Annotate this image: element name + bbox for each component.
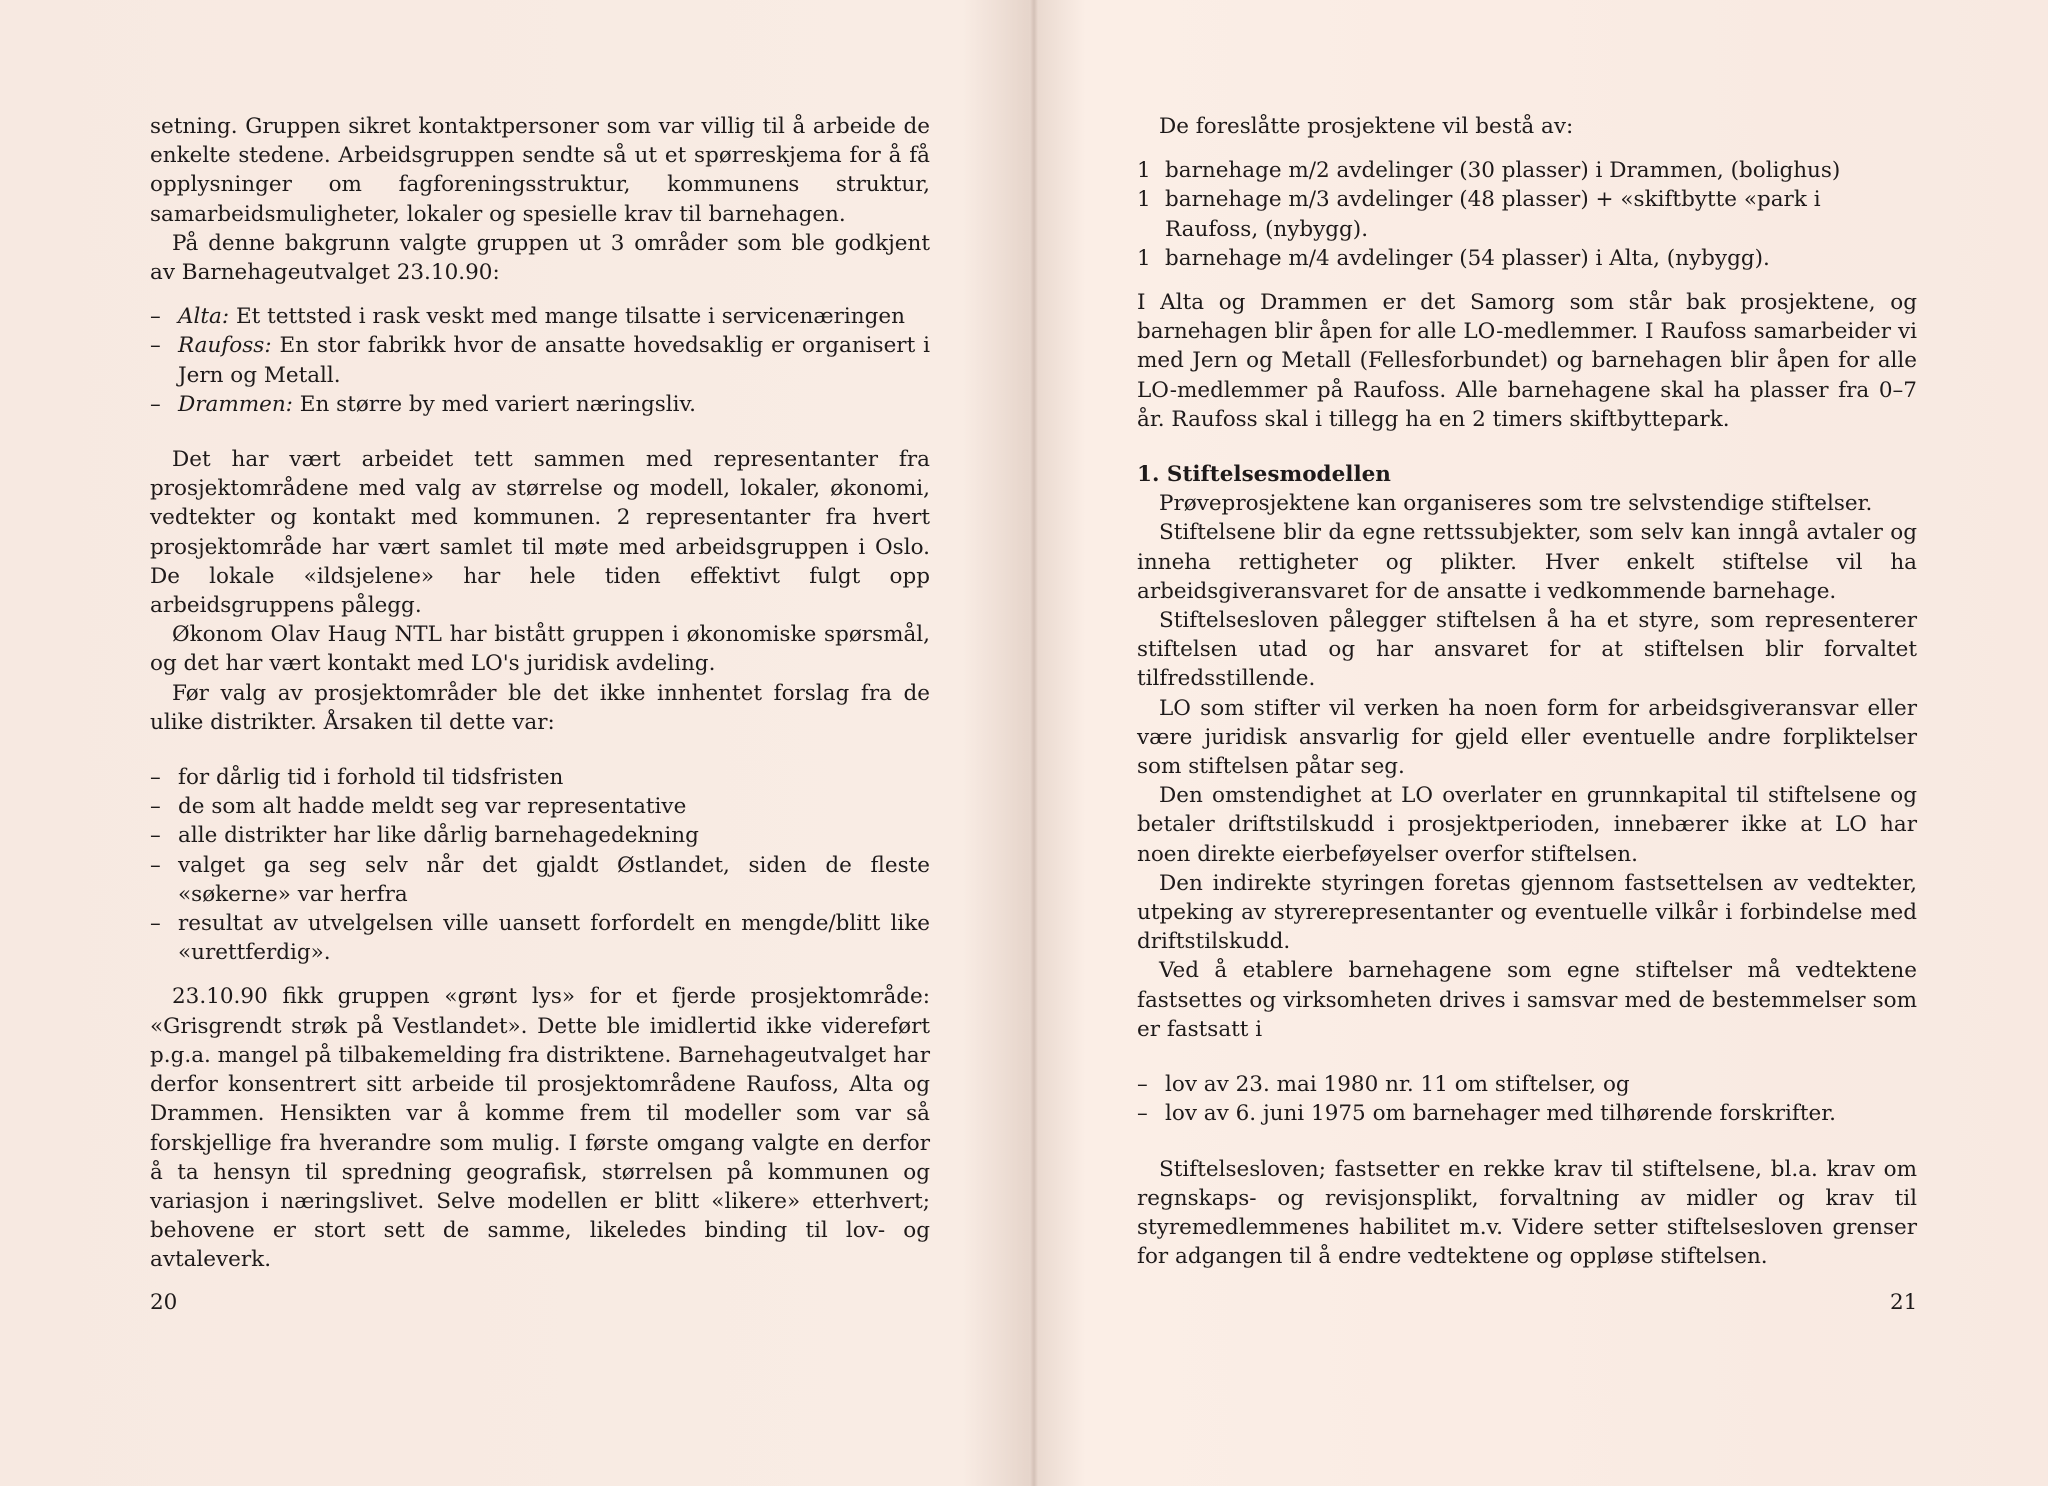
list-item: 1 barnehage m/4 avdelinger (54 plasser) i Alta, (nybygg). <box>1137 245 1770 271</box>
right-paragraph-3: Stiftelsesloven pålegger stiftelsen å ha et styre, som representerer stiftelsen utad og har ansvaret for at stiftelsen blir forvaltet tilfredsstillende. <box>1137 608 1917 692</box>
list-item: 1 barnehage m/3 avdelinger (48 plasser) + «skiftbytte «park i Raufoss, (nybygg). <box>1137 187 1821 242</box>
list-item: – de som alt hadde meldt seg var representative <box>150 792 930 821</box>
book-gutter <box>1030 0 1038 1486</box>
right-paragraph-5: Den omstendighet at LO overlater en grunnkapital til stiftelsene og betaler driftstilskudd i prosjektperioden, innebærer ikke at LO har noen direkte eierbeføyelser overfor stiftelsen. <box>1137 783 1917 867</box>
list-item: – Drammen: En større by med variert næringsliv. <box>150 390 930 419</box>
list-item: – Alta: Et tettsted i rask veskt med mange tilsatte i servicenæringen <box>150 302 930 331</box>
left-paragraph-1: setning. Gruppen sikret kontaktpersoner som var villig til å arbeide de enkelte stedene. Arbeidsgruppen sendte så ut et spørreskjema for å få opplysninger om fagforeningsstruktur, kommunens struktur, samarbeidsmuligheter, lokaler og spesielle krav til barnehagen. <box>150 114 930 227</box>
list-item: – lov av 6. juni 1975 om barnehager med tilhørende forskrifter. <box>1137 1099 1917 1128</box>
project-list <box>1137 156 1917 273</box>
left-paragraph-4: Økonom Olav Haug NTL har bistått gruppen i økonomiske spørsmål, og det har vært kontakt med LO's juridisk avdeling. <box>150 622 930 677</box>
right-intro: De foreslåtte prosjektene vil bestå av: <box>1159 114 1574 139</box>
left-paragraph-5: Før valg av prosjektområder ble det ikke innhentet forslag fra de ulike distrikter. Årsaken til dette var: <box>150 680 930 735</box>
right-paragraph-7: Ved å etablere barnehagene som egne stiftelser må vedtektene fastsettes og virksomheten drives i samsvar med de bestemmelser som er fastsatt i <box>1137 958 1917 1042</box>
section-heading: 1. Stiftelsesmodellen <box>1137 462 1391 488</box>
left-paragraph-2: På denne bakgrunn valgte gruppen ut 3 områder som ble godkjent av Barnehageutvalget 23.10.90: <box>150 230 930 286</box>
list-item: 1 barnehage m/2 avdelinger (30 plasser) i Drammen, (bolighus) <box>1137 158 1841 184</box>
left-paragraph-3: Det har vært arbeidet tett sammen med representanter fra prosjektområdene med valg av størrelse og modell, lokaler, økonomi, vedtekter og kontakt med kommunen. 2 representanter fra hvert prosjektområde har vært samlet til møte med arbeidsgruppen i Oslo. De lokale «ildsjelene» har hele tiden effektivt fulgt opp arbeidsgruppens pålegg. <box>150 447 930 619</box>
list-item: – for dårlig tid i forhold til tidsfristen <box>150 763 930 792</box>
list-item: – resultat av utvelgelsen ville uansett forfordelt en mengde/blitt like «urettferdig». <box>150 909 930 967</box>
list-item: – valget ga seg selv når det gjaldt Østlandet, siden de fleste «søkerne» var herfra <box>150 851 930 909</box>
page-number-left: 20 <box>150 1290 178 1315</box>
right-paragraph-2: Stiftelsene blir da egne rettssubjekter, som selv kan inngå avtaler og inneha rettigheter og plikter. Hver enkelt stiftelse vil ha arbeidsgiveransvaret for de ansatte i vedkommende barnehage. <box>1137 520 1917 604</box>
list-item: – Raufoss: En stor fabrikk hvor de ansatte hovedsaklig er organisert i Jern og Metall. <box>150 331 930 389</box>
page-number-right: 21 <box>1890 1290 1918 1315</box>
left-paragraph-6: 23.10.90 fikk gruppen «grønt lys» for et fjerde prosjektområde: «Grisgrendt strøk på Vestlandet». Dette ble imidlertid ikke videreført p.g.a. mangel på tilbakemelding fra distriktene. Barnehageutvalget har derfor konsentrert sitt arbeide til prosjektområdene Raufoss, Alta og Drammen. Hensikten var å komme frem til modeller som var så forskjellige fra hverandre som mulig. I første omgang valgte en derfor å ta hensyn til spredning geografisk, størrelsen på kommunen og variasjon i næringslivet. Selve modellen er blitt «likere» etterhvert; behovene er stort sett de samme, likeledes binding til lov- og avtaleverk. <box>150 984 930 1273</box>
list-item: – lov av 23. mai 1980 nr. 11 om stiftelser, og <box>1137 1070 1917 1099</box>
right-paragraph-8: Stiftelsesloven; fastsetter en rekke krav til stiftelsene, bl.a. krav om regnskaps- og revisjonsplikt, forvaltning av midler og krav til styremedlemmenes habilitet m.v. Videre setter stiftelsesloven grenser for adgangen til å endre vedtektene og oppløse stiftelsen. <box>1137 1156 1917 1270</box>
right-paragraph-6: Den indirekte styringen foretas gjennom fastsettelsen av vedtekter, utpeking av styrerepresentanter og eventuelle vilkår i forbindelse med driftstilskudd. <box>1137 870 1917 955</box>
list-item: – alle distrikter har like dårlig barnehagedekning <box>150 821 930 850</box>
left-page <box>150 112 930 1275</box>
right-paragraph-samorg: I Alta og Drammen er det Samorg som står bak prosjektene, og barnehagen blir åpen for alle LO-medlemmer. I Raufoss samarbeider vi med Jern og Metall (Fellesforbundet) og barnehagen blir åpen for alle LO-medlemmer på Raufoss. Alle barnehagene skal ha plasser fra 0–7 år. Raufoss skal i tillegg ha en 2 timers skiftbyttepark. <box>1137 290 1917 432</box>
area-list <box>150 302 930 419</box>
right-paragraph-4: LO som stifter vil verken ha noen form for arbeidsgiveransvar eller være juridisk ansvarlig for gjeld eller eventuelle andre forpliktelser som stiftelsen påtar seg. <box>1137 695 1917 780</box>
reason-list <box>150 763 930 967</box>
law-list <box>1137 1070 1917 1128</box>
right-page <box>1137 112 1917 1271</box>
right-paragraph-1: Prøveprosjektene kan organiseres som tre selvstendige stiftelser. <box>1159 491 1873 517</box>
